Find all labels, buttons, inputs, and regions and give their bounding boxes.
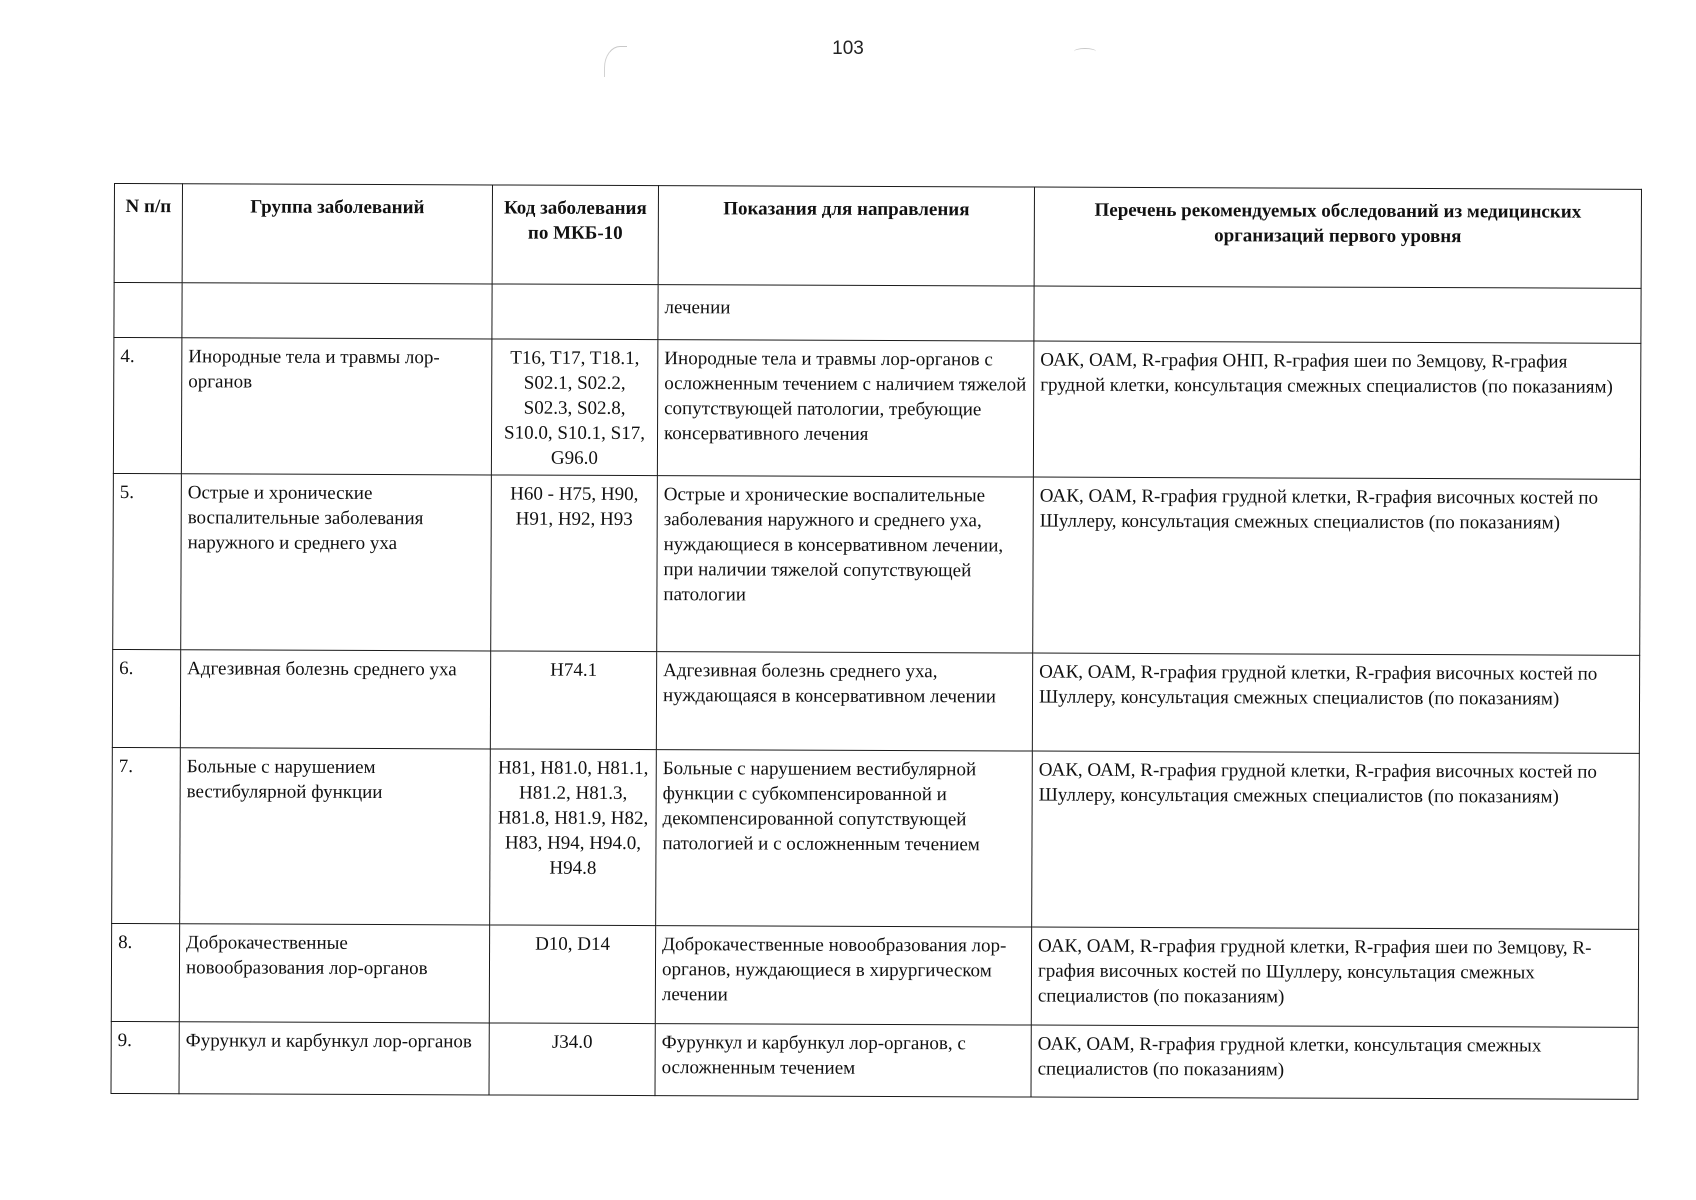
cell-code: H81, H81.0, H81.1, H81.2, H81.3, H81.8, H81.9, H82, H83, H94, H94.0, H94.8 <box>490 749 657 926</box>
cell-group: Инородные тела и травмы лор-органов <box>181 338 492 475</box>
page-number: 103 <box>832 38 864 59</box>
table-row <box>112 649 1639 753</box>
referral-table-container <box>111 183 1641 1100</box>
header-number: N п/п <box>114 184 182 283</box>
cell-indications: Фурункул и карбункул лор-органов, с осложненным течением <box>655 1024 1031 1097</box>
cell-exams: ОАК, ОАМ, R-графия ОНП, R-графия шеи по Земцову, R-графия грудной клетки, консультация смежных специалистов (по показаниям) <box>1033 341 1641 479</box>
cell-indications: лечении <box>658 285 1034 341</box>
cell-group: Адгезивная болезнь среднего уха <box>180 650 490 749</box>
table-row-continuation <box>114 283 1641 344</box>
cell-indications: Острые и хронические воспалительные заболевания наружного и среднего уха, нуждающиеся в консервативном лечении, при наличии тяжелой сопутствующей патологии <box>657 476 1034 653</box>
header-disease-group: Группа заболеваний <box>182 184 492 284</box>
cell-number: 8. <box>111 923 179 1021</box>
cell-code: H74.1 <box>490 651 656 750</box>
referral-table <box>111 183 1642 1100</box>
table-row <box>112 747 1640 929</box>
cell-indications: Больные с нарушением вестибулярной функции с субкомпенсированной и декомпенсированной сопутствующей патологией и с осложненным течением <box>656 750 1033 927</box>
cell-exams: ОАК, ОАМ, R-графия грудной клетки, R-графия височных костей по Шуллеру, консультация смежных специалистов (по показаниям) <box>1033 477 1641 655</box>
cell-code: J34.0 <box>489 1023 655 1096</box>
cell-group: Доброкачественные новообразования лор-органов <box>179 924 489 1023</box>
cell-number: 4. <box>113 338 182 474</box>
table-row <box>111 923 1638 1027</box>
cell-indications: Адгезивная болезнь среднего уха, нуждающаяся в консервативном лечении <box>656 652 1032 751</box>
cell-group: Фурункул и карбункул лор-органов <box>179 1022 489 1095</box>
cell-group: Острые и хронические воспалительные заболевания наружного и среднего уха <box>181 474 492 651</box>
cell-exams <box>1034 286 1641 343</box>
cell-indications: Доброкачественные новообразования лор-органов, нуждающиеся в хирургическом лечении <box>655 926 1031 1025</box>
header-indications: Показания для направления <box>658 186 1034 286</box>
cell-group: Больные с нарушением вестибулярной функции <box>180 748 491 925</box>
cell-number: 5. <box>113 473 182 649</box>
cell-exams: ОАК, ОАМ, R-графия грудной клетки, R-графия височных костей по Шуллеру, консультация смежных специалистов (по показаниям) <box>1032 653 1639 753</box>
header-icd-code: Код заболевания по МКБ-10 <box>492 185 658 285</box>
cell-code <box>492 284 658 340</box>
table-header-row <box>114 184 1641 289</box>
cell-exams: ОАК, ОАМ, R-графия грудной клетки, R-графия височных костей по Шуллеру, консультация смежных специалистов (по показаниям) <box>1032 751 1640 929</box>
cell-number: 7. <box>112 747 181 923</box>
scan-artifact <box>1074 48 1096 55</box>
cell-number: 6. <box>112 649 180 747</box>
table-row <box>113 473 1641 655</box>
cell-code: H60 - H75, H90, H91, H92, H93 <box>491 475 658 652</box>
table-row <box>111 1021 1638 1099</box>
cell-number <box>114 283 182 338</box>
cell-exams: ОАК, ОАМ, R-графия грудной клетки, консультация смежных специалистов (по показаниям) <box>1031 1025 1638 1099</box>
cell-code: T16, T17, T18.1, S02.1, S02.2, S02.3, S02.8, S10.0, S10.1, S17, G96.0 <box>491 339 658 476</box>
cell-number: 9. <box>111 1021 179 1093</box>
cell-exams: ОАК, ОАМ, R-графия грудной клетки, R-графия шеи по Земцову, R-графия височных костей по Шуллеру, консультация смежных специалистов (по показаниям) <box>1031 927 1638 1027</box>
cell-group <box>182 283 492 339</box>
cell-code: D10, D14 <box>489 925 655 1024</box>
table-row <box>113 338 1641 480</box>
cell-indications: Инородные тела и травмы лор-органов с осложненным течением с наличием тяжелой сопутствующей патологии, требующие консервативного лечения <box>657 340 1034 477</box>
header-recommended-exams: Перечень рекомендуемых обследований из медицинских организаций первого уровня <box>1034 187 1641 288</box>
